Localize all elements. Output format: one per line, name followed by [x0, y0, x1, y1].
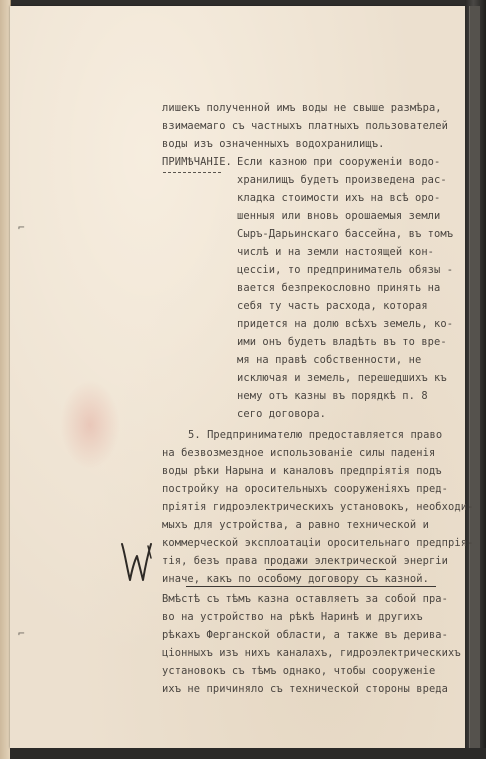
- text-line: воды рѣки Нарына и каналовъ предпріятія подъ: [162, 465, 442, 477]
- note-label-underline: [163, 172, 221, 173]
- text-line: вается безпрекословно принять на: [237, 282, 441, 294]
- note-label: ПРИМѢЧАНІЕ.: [162, 156, 232, 168]
- text-line: Вмѣстѣ съ тѣмъ казна оставляетъ за собой пра-: [162, 593, 449, 605]
- pen-underline: [266, 569, 386, 570]
- handwritten-mark: [118, 540, 154, 586]
- text-line: постройку на оросительныхъ сооруженіяхъ пред-: [162, 483, 449, 495]
- text-line: Сыръ-Дарьинскаго бассейна, въ томъ: [237, 228, 454, 240]
- text-line: ими онъ будетъ владѣть въ то вре-: [237, 336, 447, 348]
- text-line: пріятія гидроэлектрическихъ установокъ, необходи-: [162, 501, 474, 513]
- text-line: взимаемаго съ частныхъ платныхъ пользователей: [162, 120, 449, 132]
- pen-underline: [186, 586, 436, 587]
- text-line: мыхъ для устройства, а равно технической и: [162, 519, 429, 531]
- text-line: кладка стоимости ихъ на всѣ оро-: [237, 192, 441, 204]
- text-line: установокъ съ тѣмъ однако, чтобы сооруженіе: [162, 665, 436, 677]
- text-line: числѣ и на земли настоящей кон-: [237, 246, 435, 258]
- text-line: ихъ не причиняло съ технической стороны вреда: [162, 683, 449, 695]
- text-line: сего договора.: [237, 408, 326, 420]
- text-line: цессіи, то предприниматель обязы -: [237, 264, 454, 276]
- text-line: лишекъ полученной имъ воды не свыше размѣра,: [162, 102, 442, 114]
- text-line: во на устройство на рѣкѣ Наринѣ и другихъ: [162, 611, 423, 623]
- text-line: тія, безъ права продажи электрической энергіи: [162, 555, 449, 567]
- text-line: исключая и земель, перешедшихъ къ: [237, 372, 447, 384]
- text-line: придется на долю всѣхъ земель, ко-: [237, 318, 454, 330]
- text-line: иначе, какъ по особому договору съ казной.: [162, 573, 429, 585]
- corner-mark-icon: ⌐: [18, 627, 25, 640]
- faded-stamp: [60, 380, 120, 470]
- text-line: хранилищъ будетъ произведена рас-: [237, 174, 447, 186]
- binding-edge: [465, 0, 486, 759]
- text-line: коммерческой эксплоатаціи оросительнаго предпрія-: [162, 537, 474, 549]
- text-line: воды изъ означенныхъ водохранилищъ.: [162, 138, 385, 150]
- text-line: ціонныхъ изъ нихъ каналахъ, гидроэлектрическихъ: [162, 647, 461, 659]
- text-line: шенныя или вновь орошаемыя земли: [237, 210, 441, 222]
- text-line: себя ту часть расхода, которая: [237, 300, 428, 312]
- text-line: 5. Предпринимателю предоставляется право: [188, 429, 443, 441]
- bottom-edge: [10, 748, 486, 759]
- text-line: рѣкахъ Ферганской области, а также въ дерива-: [162, 629, 449, 641]
- corner-mark-icon: ⌐: [18, 221, 25, 234]
- text-line: Если казною при сооруженіи водо-: [237, 156, 441, 168]
- text-line: на безвозмездное использованіе силы паденія: [162, 447, 436, 459]
- text-line: мя на правѣ собственности, не: [237, 354, 422, 366]
- text-line: нему отъ казны въ порядкѣ п. 8: [237, 390, 428, 402]
